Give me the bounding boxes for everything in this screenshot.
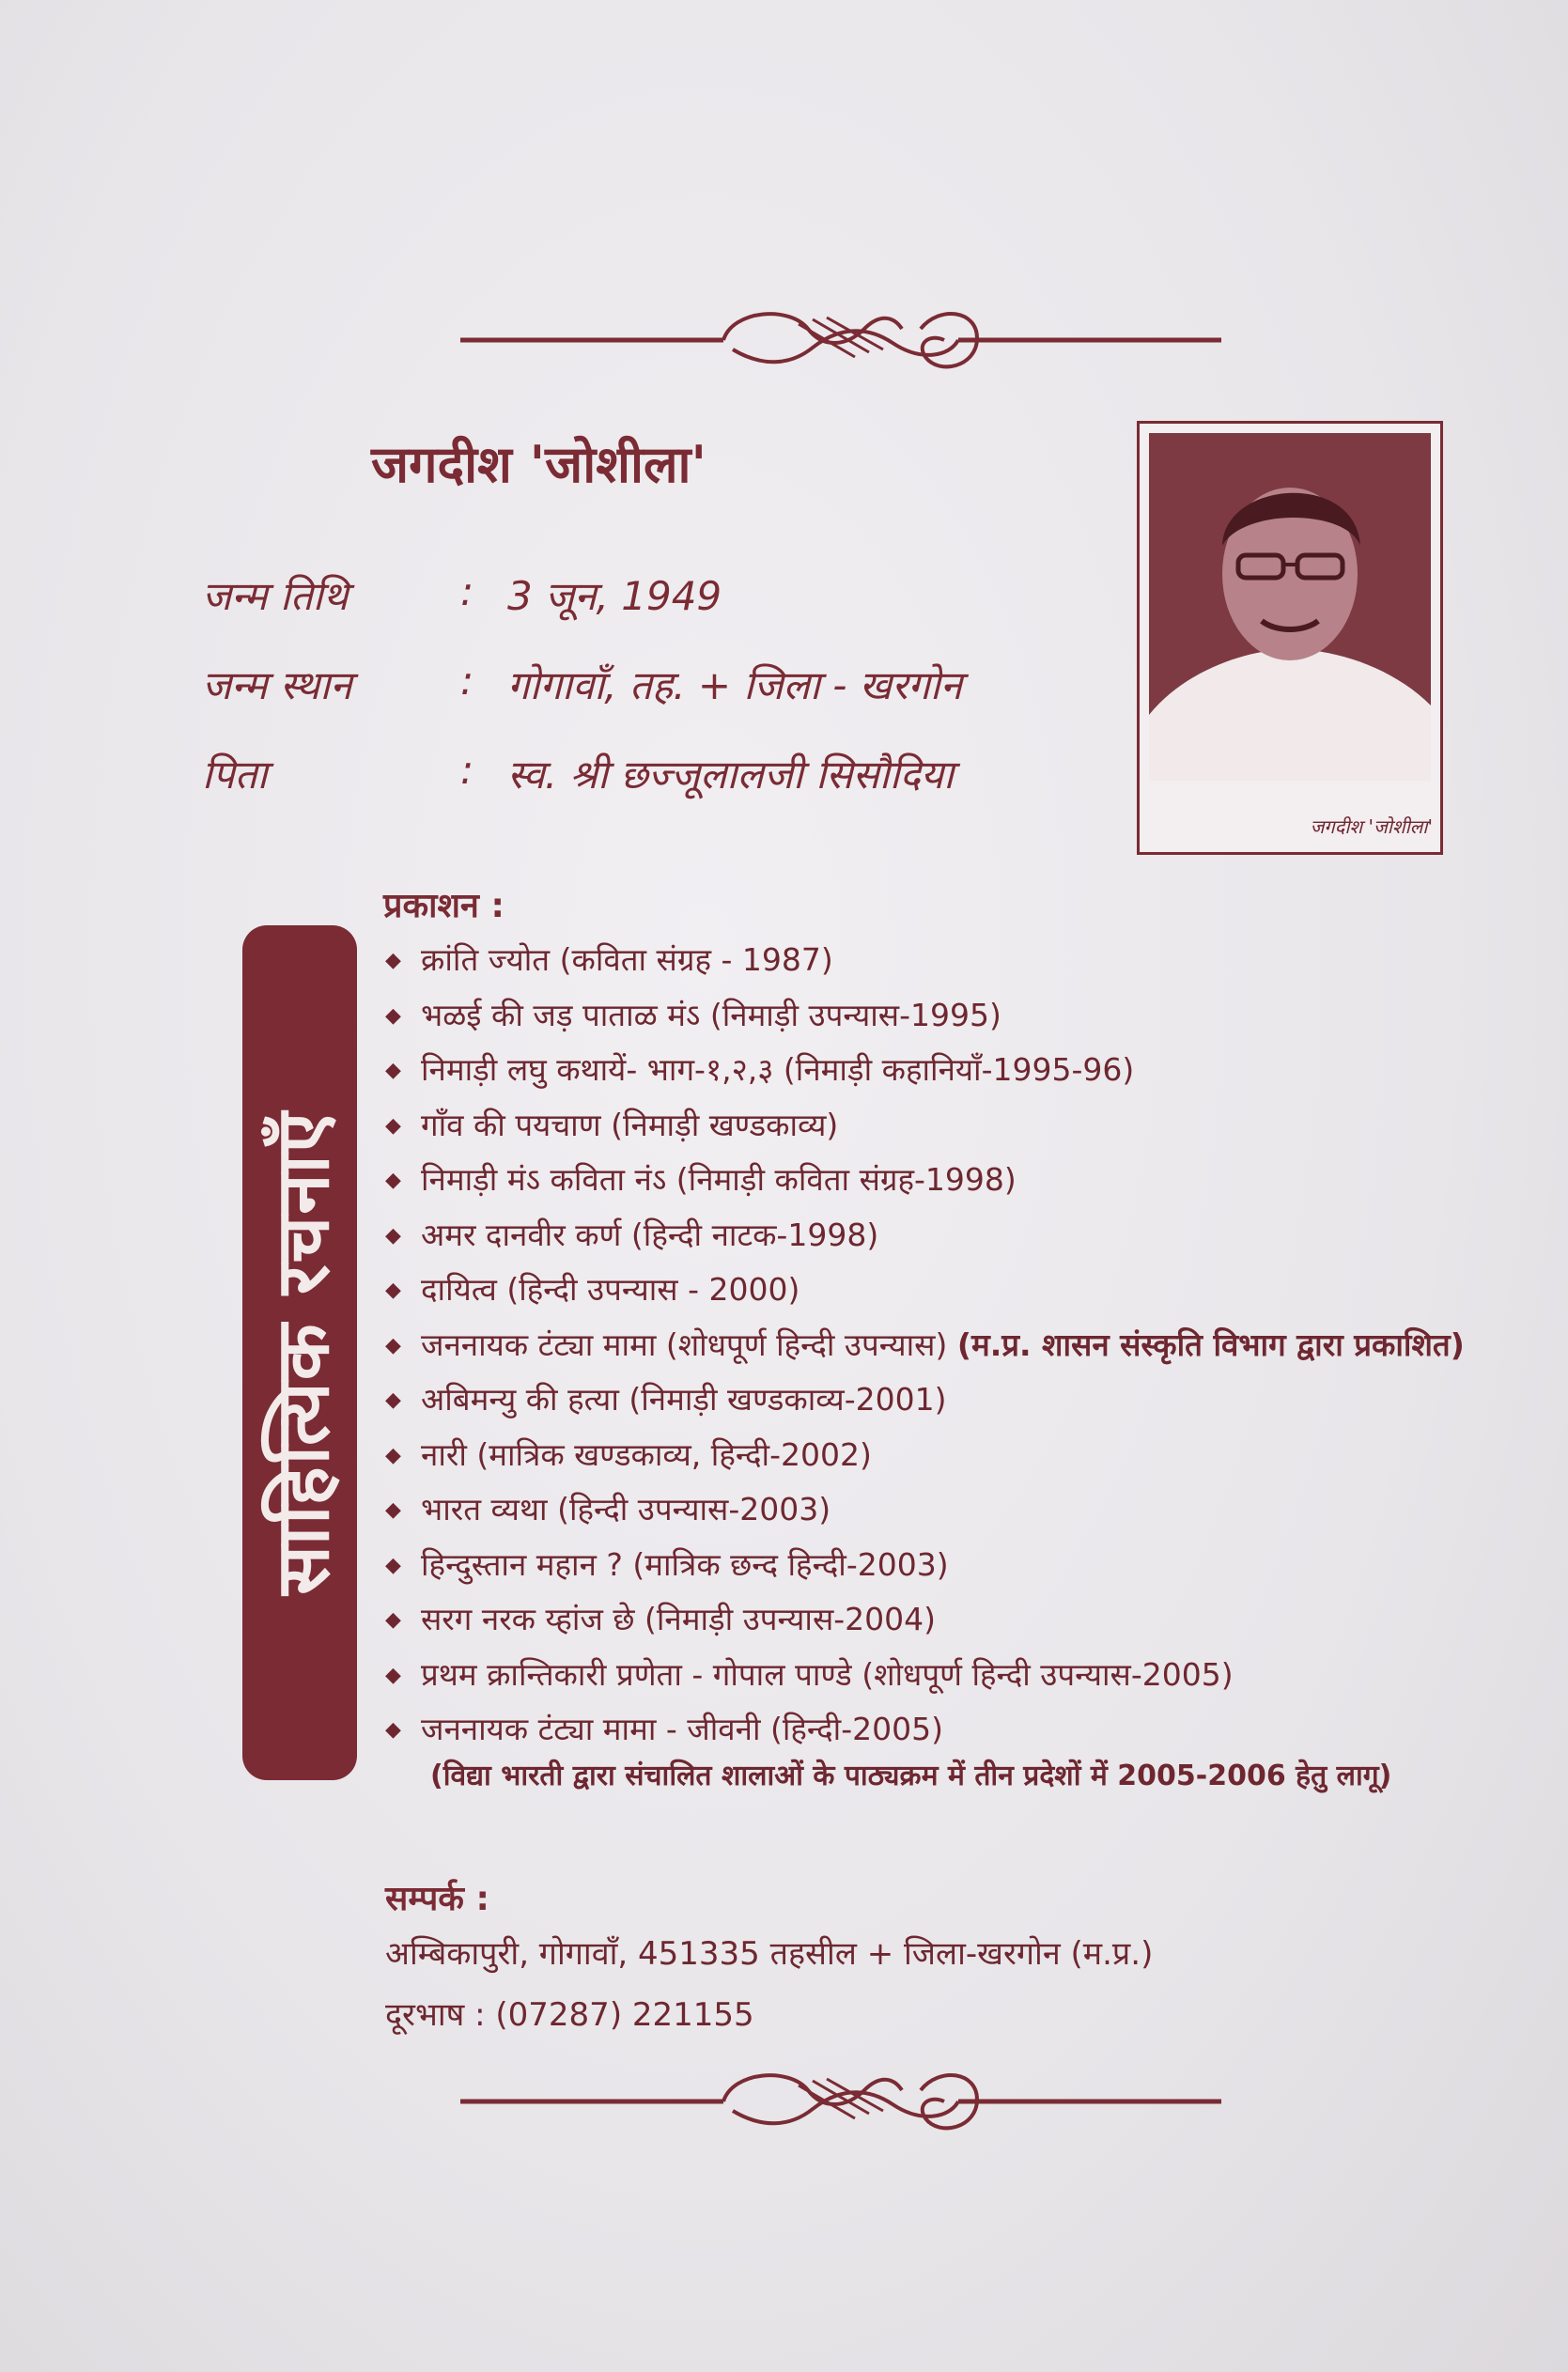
flourish-icon (451, 301, 1231, 385)
diamond-bullet-icon: ◆ (385, 1608, 401, 1633)
publication-note: (म.प्र. शासन संस्कृति विभाग द्वारा प्रकाशित) (956, 1326, 1465, 1363)
publication-title: नारी (मात्रिक खण्डकाव्य, हिन्दी-2002) (421, 1435, 872, 1473)
portrait-icon (1149, 433, 1431, 781)
publication-title: क्रांति ज्योत (कविता संग्रह - 1987) (421, 941, 833, 978)
diamond-bullet-icon: ◆ (385, 1333, 401, 1357)
publication-title: प्रथम क्रान्तिकारी प्रणेता - गोपाल पाण्डे (शोधपूर्ण हिन्दी उपन्यास-2005) (421, 1655, 1234, 1693)
publication-title: जननायक टंट्या मामा - जीवनी (हिन्दी-2005) (421, 1711, 943, 1747)
publication-title: जननायक टंट्या मामा (शोधपूर्ण हिन्दी उपन्यास) (421, 1326, 948, 1363)
publication-title: निमाड़ी मंऽ कविता नंऽ (निमाड़ी कविता संग्रह-1998) (421, 1161, 1017, 1198)
pob-label: जन्म स्थान (202, 662, 352, 708)
publications-footnote: (विद्या भारती द्वारा संचालित शालाओं के पाठ्यक्रम में तीन प्रदेशों में 2005-2006 हेतु लागू) (430, 1760, 1392, 1792)
father-value: स्व. श्री छज्जूलालजी सिसौदिया (507, 752, 955, 798)
list-item (385, 1263, 1513, 1318)
top-ornament-divider (451, 301, 1231, 385)
publication-title: हिन्दुस्तान महान ? (मात्रिक छन्द हिन्दी-2003) (421, 1545, 949, 1583)
pob-colon: : (460, 658, 474, 704)
side-banner-text: साहित्यिक रचनाएँ (261, 1110, 346, 1595)
author-name: जगदीश 'जोशीला' (371, 435, 707, 494)
author-photo (1137, 421, 1443, 855)
contact-phone: दूरभाष : (07287) 221155 (385, 1996, 754, 2034)
pob-value: गोगावाँ, तह. + जिला - खरगोन (507, 662, 963, 708)
father-colon: : (460, 747, 474, 793)
diamond-bullet-icon: ◆ (385, 1443, 401, 1467)
diamond-bullet-icon: ◆ (385, 1279, 401, 1303)
diamond-bullet-icon: ◆ (385, 949, 401, 973)
contact-heading: सम्पर्क : (385, 1880, 489, 1918)
side-banner (242, 925, 357, 1780)
diamond-bullet-icon: ◆ (385, 1663, 401, 1687)
dob-colon: : (460, 568, 474, 614)
diamond-bullet-icon: ◆ (385, 1113, 401, 1138)
publication-title: भारत व्यथा (हिन्दी उपन्यास-2003) (421, 1491, 831, 1527)
publications-heading: प्रकाशन : (383, 887, 505, 925)
bottom-ornament-divider (451, 2062, 1231, 2147)
flourish-icon (451, 2062, 1231, 2147)
publication-title: सरग नरक य्हांज छे (निमाड़ी उपन्यास-2004) (421, 1601, 937, 1637)
list-item (385, 1098, 1513, 1154)
publication-title: अबिमन्यु की हत्या (निमाड़ी खण्डकाव्य-2001) (421, 1381, 947, 1418)
publication-title: अमर दानवीर कर्ण (हिन्दी नाटक-1998) (421, 1216, 879, 1253)
diamond-bullet-icon: ◆ (385, 1003, 401, 1028)
publication-title: निमाड़ी लघु कथायें- भाग-१,२,३ (निमाड़ी कहानियाँ-1995-96) (421, 1051, 1135, 1088)
list-item (385, 1153, 1513, 1208)
diamond-bullet-icon: ◆ (385, 1169, 401, 1193)
list-item (385, 1208, 1513, 1264)
dob-value: 3 जून, 1949 (507, 573, 722, 619)
publications-list (385, 933, 1513, 1758)
list-item (385, 1538, 1513, 1593)
list-item (385, 1043, 1513, 1098)
father-label: पिता (202, 752, 268, 798)
list-item (385, 1372, 1513, 1428)
diamond-bullet-icon: ◆ (385, 1553, 401, 1577)
list-item (385, 1428, 1513, 1483)
list-item (385, 1482, 1513, 1538)
photo-caption: जगदीश 'जोशीला' (1310, 815, 1433, 838)
publication-title: भळई की जड़ पाताळ मंऽ (निमाड़ी उपन्यास-1995) (421, 996, 1001, 1033)
diamond-bullet-icon: ◆ (385, 1223, 401, 1248)
diamond-bullet-icon: ◆ (385, 1059, 401, 1083)
diamond-bullet-icon: ◆ (385, 1498, 401, 1523)
diamond-bullet-icon: ◆ (385, 1388, 401, 1413)
list-item (385, 1702, 1513, 1758)
dob-label: जन्म तिथि (202, 573, 349, 619)
portrait-image (1149, 433, 1431, 781)
list-item (385, 1592, 1513, 1648)
publication-title: दायित्व (हिन्दी उपन्यास - 2000) (421, 1271, 800, 1308)
list-item (385, 1318, 1513, 1373)
list-item (385, 1648, 1513, 1703)
publication-title: गाँव की पयचाण (निमाड़ी खण्डकाव्य) (421, 1106, 839, 1143)
diamond-bullet-icon: ◆ (385, 1718, 401, 1743)
list-item (385, 988, 1513, 1044)
contact-address: अम्बिकापुरी, गोगावाँ, 451335 तहसील + जिला-खरगोन (म.प्र.) (385, 1935, 1154, 1973)
list-item (385, 933, 1513, 988)
